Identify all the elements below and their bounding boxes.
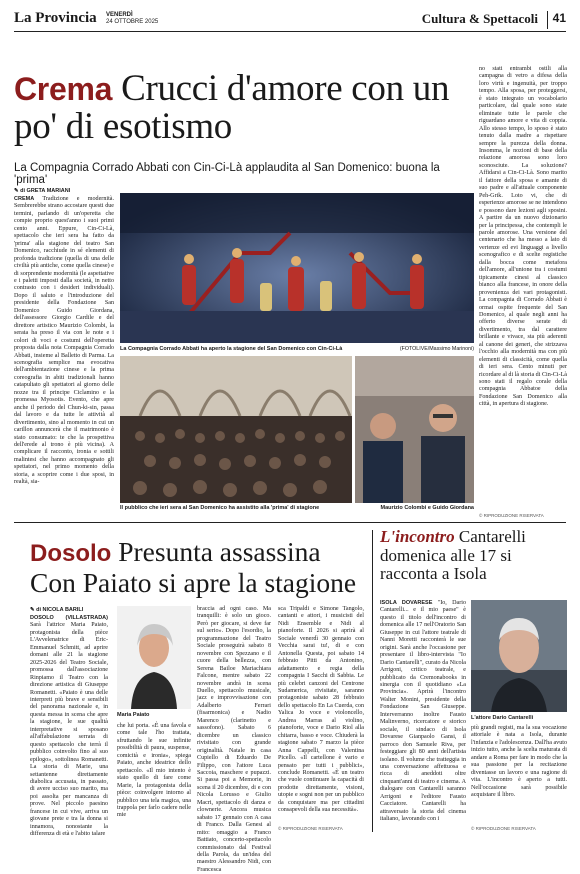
main-column-1 bbox=[14, 196, 114, 512]
main-title: Crucci d'amore con un po' di esotismo bbox=[14, 68, 450, 147]
pen-icon: ✎ bbox=[14, 188, 21, 194]
cantarelli-portrait bbox=[471, 600, 567, 712]
main-place: CREMA bbox=[14, 196, 35, 202]
stage-photo-credit: (FOTOLIVE/Massimo Marinoni) bbox=[399, 346, 474, 352]
third-column-2: più grandi registi, ma la sua vocazione attoriale è nata a Isola, durante l'infanzia e l'adolescenza. Dall'ha avuto inizio tutto, anche la scelta maturata di andare a Roma per fare in modo che la sua passione per la recitazione diventasse un lavoro e una ragione di vita. L'incontro è aperto a tutti. Nell'occasione sarà possibile acquistare il libro. bbox=[471, 725, 567, 799]
audience-photo bbox=[120, 356, 352, 503]
audience-photo-caption: Il pubblico che ieri sera al San Domenico ha assistito alla 'prima' di stagione bbox=[120, 505, 320, 511]
second-endmark: © RIPRODUZIONE RISERVATA bbox=[278, 826, 343, 831]
main-right-column: no stati entrambi ostili alla campagna di vetro a difesa della loro virtù e ingenuità, per troppo tempo. Alla sposa, per proteggersi, è stato integrato un vocabolario particolare, dal quale sono state eliminate tutte le parole che riguardano amore e vita di coppia. Allo stesso tempo, lo sposo è stato tenuto dalla madre a rispettare sempre la purezza della donna. Insomma, le nozioni di base della relazione amorosa sono loro sconosciute. La soluzione? Affidarsi a Cin-Ci-Là. Sono marito il fattore della sposa e amante di suo padre e all'attuale componente Peh-Grik. Loto vi, che di esperienze amorose se ne intendono e possono dare lezioni agli sposini. A partire da un nuovo dizionario per la principessa, che contempli le parole amorose. Una versione del centenario che ha messo a lato di vertenze ed evi linguaggi a livello scenografico e di scelte registiche dalla bocca come metafora dell'amore, all'unione tra i costumi tipicamente cinesi al classico bianco alla francese, in onore della provenienza dei vari protagonisti. La compagnia di Corrado Abbati è ormai ospite frequente del San Domenico, al quale negli anni ha offerto diverse serate di divertimento, tra dal carattere brillante e vivace, sta più aderenti al canone dei generi, che strizzava l'occhio alla modernità ma con più elementi di classicità, come quella di ieri sera. Cento minuti per ricordare al di là storia di Cin-Ci-Là sono stati il regalo corale della compagnia Abbatoe della Fondazione San Domenico alla città, in apertura di stagione. bbox=[479, 66, 567, 408]
directors-image bbox=[355, 356, 474, 503]
stage-photo bbox=[120, 193, 474, 343]
pen-icon: ✎ bbox=[30, 607, 37, 613]
paiato-photo-caption: Maria Paiato bbox=[117, 712, 150, 718]
second-column-4: sca Tripaldi e Simone Tangolo, cantanti e attori, i musicisti del Nidi Ensemble e Nidi al pianoforte. Il 2026 si aprirà al Sociale venerdì 30 gennaio con Vecchia sarai tu!, di e con Antonella Questa, poi sabato 14 febbraio Pitti da Antonino, adattamento e regia della compagnia I Sacchi di Sabbia. Le più celebri canzoni del Centrone Sudamerica, rivisitate, saranno protagoniste sabato 28 febbraio dello spettacolo En La Cuerda, con Yalica Jo voce e violoncello, Andrea Marras al violino, pianoforte, voce e Dario Riol alla chitarra, basso e voce. Chiuderà la stagione sabato 7 marzo la pièce Anna Cappelli, con Valentina Picello. «Il cartellone è vario e pensato per tutti i pubblici», conclude Romanetti. «È un teatro che vuole continuare la capacità di prodotte direttamente, visioni, utopie e sogni non per un pubblico da conquistare ma per cittadini consapevoli della sua necessità». bbox=[278, 606, 364, 814]
masthead bbox=[14, 10, 566, 32]
second-byline: ✎ di NICOLA BARILI bbox=[30, 607, 84, 613]
main-subtitle: La Compagnia Corrado Abbati con Cin-Ci-Là applaudita al San Domenico: buona la 'prima' bbox=[14, 162, 440, 186]
second-column-1 bbox=[30, 615, 108, 838]
second-column-2: che lui porta. «È una favola e come tale l'ho trattata, sfruttando le sue infinite possibilità di paura, suspense, comicità e ironia», spiega Paiato, anche ideatrice dello spettacolo. «Il mio intento è stato quello di fare come Marie, la protagonista della pièce: coinvolgere intorno al pubblico una tela magica, una trappola per farlo cadere nelle mie bbox=[117, 723, 191, 819]
cantarelli-photo bbox=[471, 600, 567, 712]
main-endmark: © RIPRODUZIONE RISERVATA bbox=[479, 513, 544, 518]
third-endmark: © RIPRODUZIONE RISERVATA bbox=[471, 826, 536, 831]
audience-image bbox=[120, 356, 352, 503]
cantarelli-photo-caption: L'attore Dario Cantarelli bbox=[471, 715, 534, 721]
directors-photo bbox=[355, 356, 474, 503]
main-headline bbox=[14, 70, 464, 145]
paiato-photo bbox=[117, 606, 191, 709]
main-kicker: Crema bbox=[14, 71, 113, 107]
third-headline bbox=[380, 528, 570, 584]
issue-full-date: 24 OTTOBRE 2025 bbox=[106, 19, 159, 25]
directors-photo-caption: Maurizio Colombi e Guido Giordana bbox=[380, 505, 474, 511]
third-place: ISOLA DOVARESE bbox=[380, 600, 433, 606]
page-number: 41 bbox=[547, 11, 566, 29]
second-col1-text: Sarà l'attrice Maria Paiato, protagonista della pièce L'Avvelenatrice di Eric-Emmanuel Schmitt, ad aprire domani alle 21 la stagione 2025-2026 del Teatro Sociale, promossa dall'associazione Rinpiamo il Teatro con la direzione artistica di Giuseppe Romanetti. «Paiato è una delle interpreti più brave e sensibili del panorama nazionale e, in questa messa in scena che apre la stagione, le sue qualità interpretative si sposano all'affabulazione serrata di questo spettacolo che terrà il pubblico coinvolto fino al suo epilogo», sottolinea Romanetti. La storia di Marie, una settantenne direttamente diabolica accusata, in passato, di avere ucciso suo marito, ma poi assolta per mancanza di prove. Nel piccolo paesino francese in cui vive, arriva un giovane prete e tra la donna si innamora, nonostante la differenza di età e l'abito talare bbox=[30, 622, 108, 838]
issue-date bbox=[106, 12, 158, 26]
section-name: Cultura & Spettacoli bbox=[421, 11, 538, 26]
stage-photo-caption: La Compagnia Corrado Abbati ha aperto la stagione del San Domenico con Cin-Ci-Là bbox=[120, 346, 343, 352]
column-divider bbox=[372, 530, 373, 832]
section-divider bbox=[14, 522, 566, 523]
issue-day: VENERDÌ bbox=[106, 12, 133, 18]
stage-scene-image bbox=[120, 193, 474, 343]
third-title: Cantarelli domenica alle 17 si racconta a Isola bbox=[380, 527, 526, 583]
third-col1-text: "Io, Dario Cantarelli... e il mio paese" è questo il titolo dell'incontro di domenica alle 17 nell'Oratorio San Giuseppe in cui l'attore teatrale di Nanni Moretti racconterà le sue origini. Sarà anche l'occasione per presentare il libro-intervista "Io Dario Cantarelli", curato da Nicola Arrigoni, critico teatrale, e pubblicato da Cremonabooks in sinergia con il quotidiano «La Provincia». Aprirà l'incontro Walter Monini, presidente della Fondazione San Giuseppe. Interverranno inoltre Fausto Malinverno, ricercatore e storico sociale, il sindaco di Isola Dovarese Gianpaolo Gansi, il parroco don Samuele Riva, per festeggiare gli 80 anni dell'artista isolano. Il volume che tratteggia in una conversazione affettuosa e ricca di aneddoti oltre cinquant'anni di teatro e cinema. A dialogare con Cantarelli saranno Arrigoni e l'editore Fausto Cacciatore. Cantarelli ha attraversato la storia del cinema italiano, lavorando con i bbox=[380, 600, 466, 823]
main-col1-text: Tradizione e modernità. Sembrerebbe strano accostare questi due termini, parlando di un'operetta che compie proprio quest'anno i suoi primi cento anni. Eppure, Cin-Ci-Là, spettacolo che ieri sera ha fatto da 'prima' alla stagione del teatro San Domenico, racchiude in sé elementi di profonda tradizione (quella di una delle civiltà più antiche, come quella cinese) e di sorprendente modernità (le aspettative e i paletti imposti dalla società, in netto contrasto con i desideri individuali). Dopo il saluto e l'introduzione del presidente della Fondazione San Domenico Guido Giordana, dell'assessore Giorgio Cardile e del direttore artistico Maurizio Colombi, la serata ha preso il via con le note e i colori di voci e costumi dell'operetta proposta dalla nota Compagnia Corrado Abbati, insieme al Balletto di Parma. La scenografia semplice ma evocativa dell'ambientazione cinese e la prima coreografia in abiti tradizionali hanno catapultato gli spettatori al giorno delle nozze tra il principe Ciclamino e la promessa Myosotis. Evento, che apre anche il periodo del Chun-ki-sin, passa dal lavoro e da tutte le attività al divertimento, sino al momento in cui un carillon annuncerà che il matrimonio è stato consumato: te che la prospettiva dell'erede al trono è più vicina). A complicare il racconto, ironia e sottili malintesi che hanno accompagnato gli spettatori, nel primo momento della storia, a scoprire come i due sposi, in realtà, sia- bbox=[14, 196, 114, 486]
main-byline: ✎ di GRETA MARIANI bbox=[14, 188, 71, 194]
second-kicker: Dosolo bbox=[30, 540, 112, 567]
third-column-1 bbox=[380, 600, 466, 833]
paiato-portrait bbox=[117, 606, 191, 709]
second-place: DOSOLO (VILLASTRADA) bbox=[30, 615, 108, 621]
third-kicker: L'incontro bbox=[380, 527, 455, 546]
second-title: Presunta assassina Con Paiato si apre la stagione bbox=[30, 536, 357, 598]
newspaper-logo: La Provincia bbox=[14, 10, 97, 26]
second-headline bbox=[30, 537, 370, 597]
second-column-3: braccia ad ogni caso. Ma tranquilli: è solo un gioco. Però per giocare, si deve far sul serio». Dopo l'esordio, la programmazione del Teatro Sociale proseguirà sabato 8 novembre con Spezzano e il cuore della bellezza, con Serena Bailoe Mariachiara Falcone, mentre sabato 22 novembre andrà in scena Duello, spettacolo musicale, jazz e improvvisazione con Adalberto Ferrari (fisarmonica) e Nadio Marenco (clarinetto e sassofono). Sabato 6 dicembre un classico rivisitato con grande originalità. Natale in casa Cupiello di Eduardo De Filippo, con l'attore Luca Saccoia, maschere e pupazzi. Si passa poi a Memorie, in scena il 20 dicembre, di e con Nicola Lorusso e Giulio Macri, spettacolo di danza e clownerie. Ancora musica sabato 17 gennaio con A casa di Franco. Dalla Genesi al mito: omaggio a Franco Battiato, concerto-spettacolo commissionato dal Festival della Parola, da un'idea del maestro Alessandro Nidi, con Francesca bbox=[197, 606, 271, 873]
